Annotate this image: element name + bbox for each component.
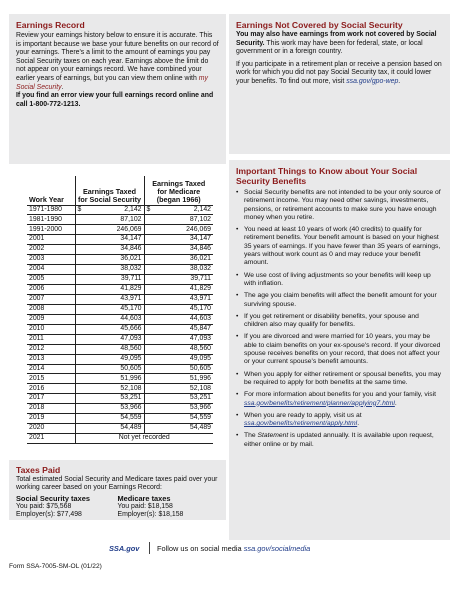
year-cell-value: 2007 xyxy=(29,295,45,303)
list-item xyxy=(236,432,443,449)
ss-earnings-cell xyxy=(75,374,144,384)
table-row xyxy=(27,235,213,245)
not-covered-text xyxy=(236,31,443,57)
year-cell-value: 2019 xyxy=(29,414,45,422)
table-row xyxy=(27,334,213,344)
year-cell-value: 2003 xyxy=(29,255,45,263)
planner-link[interactable]: ssa.gov/benefits/retirement/planner/applying7.html xyxy=(244,399,395,407)
ss-earnings-cell-value: 52,108 xyxy=(120,384,142,392)
table-row xyxy=(27,374,213,384)
year-cell-value: 2015 xyxy=(29,374,45,382)
medicare-earnings-cell xyxy=(144,304,213,314)
ss-earnings-cell xyxy=(75,215,144,225)
taxes-paid-panel xyxy=(9,460,226,520)
year-cell xyxy=(27,344,75,354)
ss-earnings-cell xyxy=(75,414,144,424)
ss-earnings-cell-value: 53,251 xyxy=(120,394,142,402)
ss-earnings-cell-value: 38,032 xyxy=(120,265,142,273)
table-row xyxy=(27,215,213,225)
ss-earnings-cell-value: 54,559 xyxy=(120,414,142,422)
pension-text xyxy=(236,61,443,87)
medicare-earnings-cell xyxy=(144,265,213,275)
ss-earnings-cell-value: 47,093 xyxy=(120,334,142,342)
apply-end: . xyxy=(357,420,360,428)
family-end: . xyxy=(394,399,397,407)
ss-earnings-cell xyxy=(75,344,144,354)
important-things-panel xyxy=(229,160,450,540)
statement-rest: is updated annually. It is available upon request, either online or by mail. xyxy=(244,432,434,448)
earnings-record-body-end: . xyxy=(61,83,64,91)
year-cell-value: 2002 xyxy=(29,245,45,253)
list-item: • Social Security benefits are not intended to be your only source of retirement income. You may need other savings, investments, pensions, or retirement accounts to make sure you have enough money when you retire. xyxy=(236,189,443,222)
year-cell xyxy=(27,404,75,414)
ss-taxes-title: Social Security taxes xyxy=(16,493,90,503)
ss-earnings-cell-value: 49,095 xyxy=(120,354,142,362)
dollar-sign: $ xyxy=(146,205,151,213)
medicare-earnings-cell xyxy=(144,285,213,295)
medicare-earnings-cell xyxy=(144,215,213,225)
year-cell xyxy=(27,354,75,364)
year-cell xyxy=(27,255,75,265)
year-cell xyxy=(27,334,75,344)
not-covered-panel xyxy=(229,14,450,154)
medicare-earnings-cell xyxy=(144,255,213,265)
table-row xyxy=(27,434,213,444)
year-cell xyxy=(27,225,75,235)
medicare-earnings-cell-value: 45,847 xyxy=(189,324,211,332)
ss-earnings-cell-value: 43,971 xyxy=(120,295,142,303)
ss-earnings-cell-value: 53,966 xyxy=(120,404,142,412)
table-row xyxy=(27,364,213,374)
medicare-earnings-cell xyxy=(144,205,213,215)
ss-earnings-cell-value: 39,711 xyxy=(120,275,142,283)
medicare-earnings-cell xyxy=(144,384,213,394)
ss-earnings-cell xyxy=(75,225,144,235)
ssa-gov-logo: SSA.gov xyxy=(109,544,140,553)
earnings-error-note xyxy=(16,92,219,109)
medicare-earnings-cell-value: 54,489 xyxy=(189,424,211,432)
year-cell xyxy=(27,314,75,324)
medicare-earnings-cell xyxy=(144,344,213,354)
error-bold: If you find an error xyxy=(16,92,77,100)
ss-earnings-cell xyxy=(75,394,144,404)
ss-earnings-cell xyxy=(75,324,144,334)
ss-earnings-cell-value: 87,102 xyxy=(120,215,142,223)
medicare-earnings-cell-value: 246,069 xyxy=(186,225,211,233)
medicare-earnings-cell xyxy=(144,424,213,434)
year-cell-value: 2016 xyxy=(29,384,45,392)
ss-earnings-cell-value: 51,996 xyxy=(120,374,142,382)
ss-earnings-cell xyxy=(75,235,144,245)
medicare-earnings-cell-value: 49,095 xyxy=(189,354,211,362)
medicare-employer-paid: Employer(s): $18,158 xyxy=(117,511,184,519)
list-item: • The age you claim benefits will affect the benefit amount for your surviving spouse. xyxy=(236,292,443,309)
ss-earnings-cell-value: 45,170 xyxy=(120,305,142,313)
table-row xyxy=(27,324,213,334)
ss-earnings-cell xyxy=(75,364,144,374)
year-cell-value: 2014 xyxy=(29,364,45,372)
year-cell-value: 2011 xyxy=(29,334,44,342)
social-media-link[interactable]: ssa.gov/socialmedia xyxy=(243,544,311,553)
year-cell xyxy=(27,294,75,304)
medicare-earnings-cell-value: 38,032 xyxy=(189,265,211,273)
ss-earnings-cell xyxy=(75,334,144,344)
medicare-earnings-cell-value: 87,102 xyxy=(189,215,211,223)
year-cell xyxy=(27,414,75,424)
year-cell xyxy=(27,265,75,275)
pension-end: . xyxy=(398,77,401,85)
medicare-earnings-cell-value: 45,170 xyxy=(189,305,211,313)
ss-earnings-cell-value: 41,829 xyxy=(120,285,142,293)
ss-earnings-cell-value: 2,142 xyxy=(124,205,142,213)
year-cell xyxy=(27,205,75,215)
table-row xyxy=(27,265,213,275)
year-cell xyxy=(27,374,75,384)
footer xyxy=(9,540,450,558)
medicare-earnings-cell xyxy=(144,324,213,334)
ss-earnings-cell xyxy=(75,404,144,414)
ss-earnings-cell-value: 246,069 xyxy=(116,225,142,233)
table-header-row xyxy=(27,176,213,205)
medicare-earnings-cell xyxy=(144,364,213,374)
not-covered-rest: This work may have been for federal, state, or local government or in a foreign country. xyxy=(236,39,423,56)
ss-earnings-cell-value: 54,489 xyxy=(120,424,142,432)
ss-earnings-cell xyxy=(75,275,144,285)
year-cell-value: 2008 xyxy=(29,305,45,313)
ss-earnings-cell xyxy=(75,245,144,255)
list-item xyxy=(236,391,443,408)
year-cell xyxy=(27,384,75,394)
list-item: • You need at least 10 years of work (40 credits) to qualify for retirement benefits. Your benefit amount is based on your highest 35 years of earnings. If you have fewer than 35 years of earnings, years without work count as 0 and may reduce your benefit amount. xyxy=(236,226,443,267)
table-row xyxy=(27,414,213,424)
medicare-earnings-cell-value: 52,108 xyxy=(189,384,211,392)
year-cell-value: 2006 xyxy=(29,285,45,293)
table-row xyxy=(27,245,213,255)
list-item: • We use cost of living adjustments so your benefits will keep up with inflation. xyxy=(236,272,443,289)
dollar-sign: $ xyxy=(77,205,82,213)
gpo-wep-link[interactable]: ssa.gov/gpo-wep xyxy=(346,77,399,85)
ss-earnings-cell xyxy=(75,304,144,314)
list-item: • If you get retirement or disability benefits, your spouse and children also may qualify for benefits. xyxy=(236,313,443,330)
earnings-record-panel xyxy=(9,14,226,164)
my-ssa-label: my Social Security xyxy=(16,74,208,91)
medicare-earnings-cell xyxy=(144,394,213,404)
medicare-earnings-cell-value: 50,605 xyxy=(189,364,211,372)
ss-earnings-cell-value: 34,846 xyxy=(120,245,142,253)
apply-link[interactable]: ssa.gov/benefits/retirement/apply.html xyxy=(244,420,358,428)
year-cell xyxy=(27,304,75,314)
medicare-earnings-cell-value: 41,829 xyxy=(189,285,211,293)
list-item: • When you apply for either retirement or spousal benefits, you may be required to apply for both benefits at the same time. xyxy=(236,371,443,388)
earnings-record-title: Earnings Record xyxy=(16,20,85,30)
form-number: Form SSA-7005-SM-OL (01/22) xyxy=(9,563,102,570)
pension-body: If you participate in a retirement plan or receive a pension based on work for which you did not pay Social Security tax, it could lower your benefits. To find out more, visit xyxy=(236,60,442,85)
ss-you-paid: You paid: $75,568 xyxy=(16,502,72,510)
year-cell-value: 2010 xyxy=(29,324,45,332)
medicare-earnings-cell xyxy=(144,414,213,424)
family-text: For more information about benefits for you and your family, visit xyxy=(244,391,436,399)
year-cell-value: 2004 xyxy=(29,265,45,273)
medicare-earnings-cell xyxy=(144,294,213,304)
earnings-table-body xyxy=(27,205,213,444)
medicare-earnings-cell-value: 53,966 xyxy=(189,404,211,412)
ss-earnings-cell xyxy=(75,424,144,434)
important-list xyxy=(236,189,443,449)
not-recorded-cell: Not yet recorded xyxy=(75,434,213,444)
medicare-earnings-cell xyxy=(144,334,213,344)
ss-earnings-cell-value: 36,021 xyxy=(120,255,142,263)
ss-earnings-cell xyxy=(75,255,144,265)
table-row xyxy=(27,404,213,414)
year-cell-value: 2013 xyxy=(29,354,45,362)
table-row xyxy=(27,394,213,404)
earnings-record-text xyxy=(16,32,219,92)
col-work-year: Work Year xyxy=(27,176,75,205)
year-cell-value: 1991-2000 xyxy=(29,225,62,233)
medicare-earnings-cell xyxy=(144,374,213,384)
year-cell-value: 2017 xyxy=(29,394,45,402)
ss-earnings-cell xyxy=(75,285,144,295)
taxes-paid-title: Taxes Paid xyxy=(16,465,61,475)
year-cell-value: 2012 xyxy=(29,344,45,352)
medicare-earnings-cell-value: 48,560 xyxy=(189,344,211,352)
table-row xyxy=(27,275,213,285)
medicare-earnings-cell-value: 54,559 xyxy=(189,414,211,422)
year-cell xyxy=(27,394,75,404)
medicare-earnings-cell xyxy=(144,235,213,245)
table-row xyxy=(27,354,213,364)
year-cell-value: 1971-1980 xyxy=(29,205,62,213)
medicare-earnings-cell-value: 2,142 xyxy=(193,205,211,213)
medicare-earnings-cell xyxy=(144,404,213,414)
medicare-earnings-cell-value: 47,093 xyxy=(189,334,211,342)
not-covered-bold: You may also have earnings from work not covered by Social Security. xyxy=(236,31,437,47)
ss-taxes-col xyxy=(16,494,118,519)
year-cell xyxy=(27,215,75,225)
ss-earnings-cell xyxy=(75,314,144,324)
year-cell xyxy=(27,364,75,374)
table-row xyxy=(27,384,213,394)
year-cell xyxy=(27,285,75,295)
ss-earnings-cell xyxy=(75,205,144,215)
ss-earnings-cell xyxy=(75,354,144,364)
year-cell xyxy=(27,235,75,245)
medicare-you-paid: You paid: $18,158 xyxy=(117,502,173,510)
taxes-paid-body: Total estimated Social Security and Medicare taxes paid over your working career based on your Earnings Record: xyxy=(16,476,218,492)
medicare-earnings-cell-value: 34,846 xyxy=(189,245,211,253)
year-cell-value: 2005 xyxy=(29,275,45,283)
table-row xyxy=(27,294,213,304)
ss-earnings-cell-value: 50,605 xyxy=(120,364,142,372)
medicare-earnings-cell-value: 44,603 xyxy=(189,314,211,322)
medicare-earnings-cell-value: 34,147 xyxy=(189,235,211,243)
footer-divider xyxy=(149,542,150,554)
table-row xyxy=(27,314,213,324)
col-ss-earnings: Earnings Taxed for Social Security xyxy=(75,176,144,205)
table-row xyxy=(27,304,213,314)
medicare-earnings-cell xyxy=(144,225,213,235)
ss-earnings-cell-value: 45,666 xyxy=(120,324,142,332)
table-row xyxy=(27,225,213,235)
year-cell xyxy=(27,275,75,285)
follow-label: Follow us on social media xyxy=(157,544,244,553)
table-row xyxy=(27,285,213,295)
list-item xyxy=(236,412,443,429)
not-covered-title: Earnings Not Covered by Social Security xyxy=(236,20,403,30)
table-row xyxy=(27,205,213,215)
earnings-table xyxy=(27,176,213,444)
statement-em: Statement xyxy=(257,432,289,440)
medicare-earnings-cell xyxy=(144,275,213,285)
ss-earnings-cell-value: 48,560 xyxy=(120,344,142,352)
medicare-taxes-title: Medicare taxes xyxy=(117,493,171,503)
ss-earnings-cell xyxy=(75,265,144,275)
ss-employer-paid: Employer(s): $77,498 xyxy=(16,511,82,519)
year-cell-value: 2009 xyxy=(29,314,45,322)
year-cell-value: 1981-1990 xyxy=(29,215,62,223)
ss-earnings-cell-value: 44,603 xyxy=(120,314,142,322)
medicare-earnings-cell-value: 39,711 xyxy=(190,275,211,283)
year-cell-value: 2020 xyxy=(29,424,45,432)
taxes-columns xyxy=(16,494,219,519)
apply-text: When you are ready to apply, visit us at xyxy=(244,411,362,419)
error-rest: view your full earnings record online and call 1-800-772-1213. xyxy=(16,92,214,108)
year-cell-value: 2018 xyxy=(29,404,45,412)
ss-earnings-cell-value: 34,147 xyxy=(120,235,142,243)
important-title: Important Things to Know about Your Social Security Benefits xyxy=(236,166,418,186)
medicare-earnings-cell-value: 53,251 xyxy=(189,394,211,402)
table-row xyxy=(27,424,213,434)
earnings-record-body: Review your earnings history below to ensure it is accurate. This is important because we base your future benefits on our record of your earnings. There's a limit to the amount of earnings you pay Social Security taxes on each year. Earnings above the limit do not appear on your earnings record. We have combined your earlier years of earnings, but you can view them online with xyxy=(16,32,219,82)
year-cell: 2021 xyxy=(27,434,75,444)
year-cell-value: 2001 xyxy=(29,235,45,243)
list-item: • If you are divorced and were married for 10 years, you may be able to claim benefits on your ex-spouse's record. If your divorced spouse receives benefits on your record, that does not affect your or your current spouse's benefit amounts. xyxy=(236,333,443,366)
statement-pre: The xyxy=(244,432,258,440)
year-cell xyxy=(27,324,75,334)
medicare-earnings-cell xyxy=(144,354,213,364)
medicare-earnings-cell-value: 51,996 xyxy=(189,374,211,382)
ss-earnings-cell xyxy=(75,384,144,394)
medicare-earnings-cell xyxy=(144,314,213,324)
year-cell xyxy=(27,245,75,255)
medicare-taxes-col xyxy=(118,494,220,519)
medicare-earnings-cell xyxy=(144,245,213,255)
year-cell xyxy=(27,424,75,434)
medicare-earnings-cell-value: 43,971 xyxy=(189,295,211,303)
table-row xyxy=(27,344,213,354)
social-media-text xyxy=(157,544,310,553)
col-medicare-earnings: Earnings Taxed for Medicare (began 1966) xyxy=(144,176,213,205)
table-row xyxy=(27,255,213,265)
ss-earnings-cell xyxy=(75,294,144,304)
medicare-earnings-cell-value: 36,021 xyxy=(189,255,211,263)
